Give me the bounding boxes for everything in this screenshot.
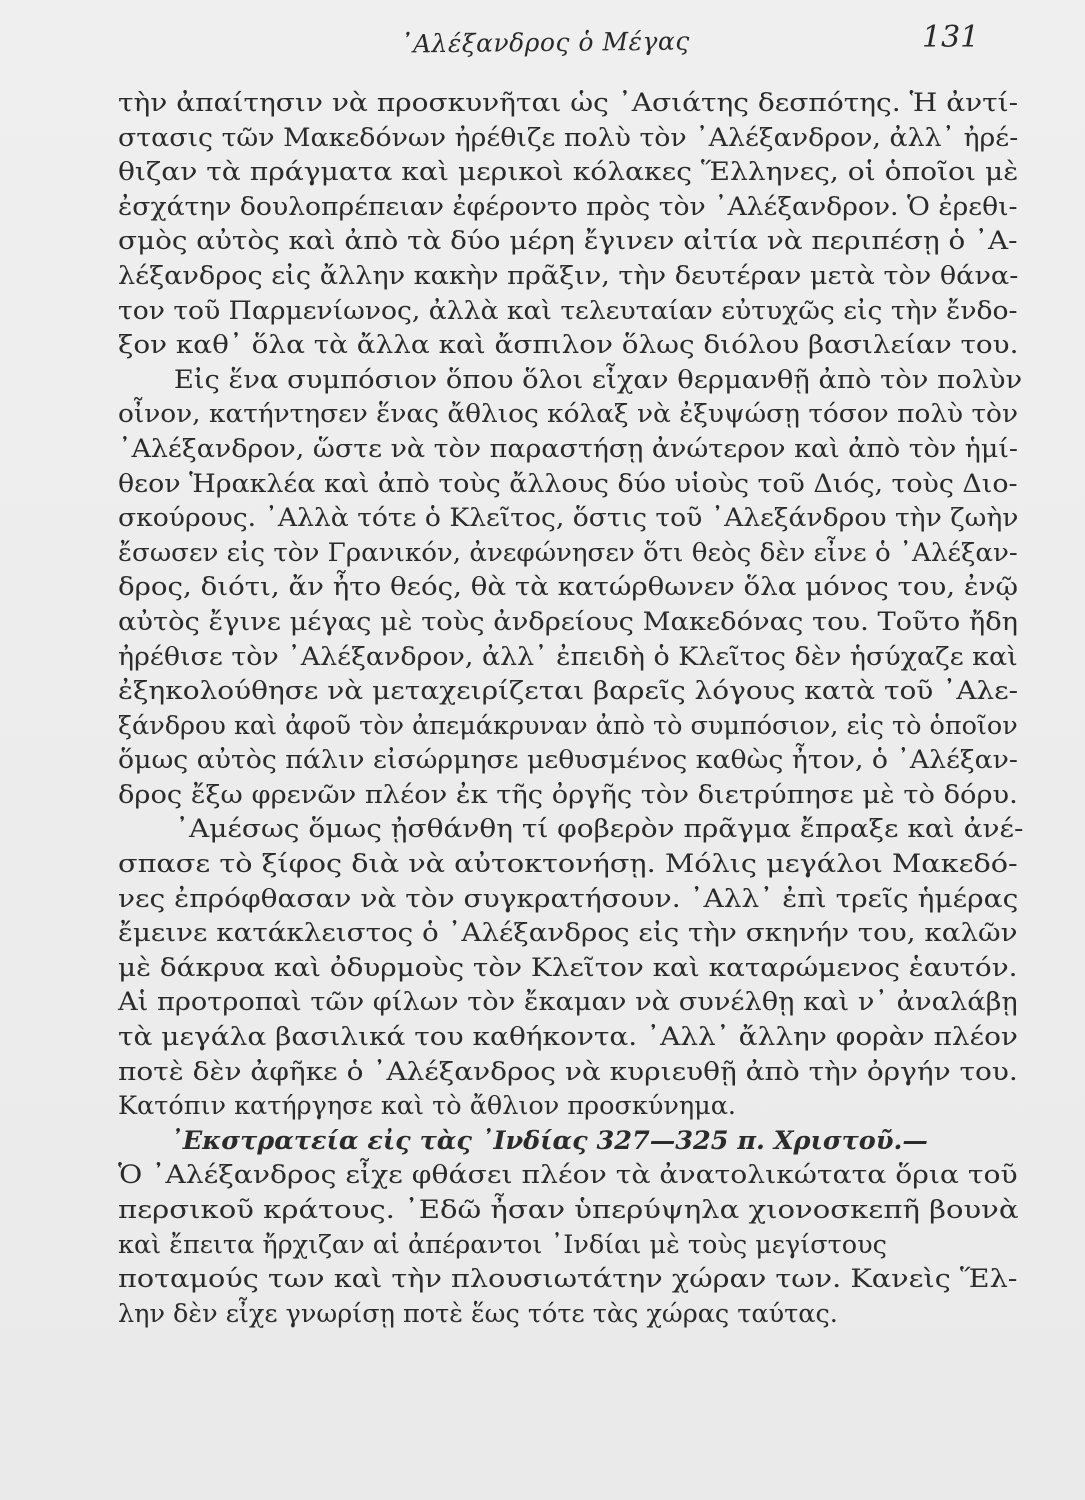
- text-line: δρος, διότι, ἄν ἦτο θεός, θὰ τὰ κατώρθωνεν ὅλα μόνος του, ἐνῷ: [118, 572, 1019, 603]
- text-line: δρος ἔξω φρενῶν πλέον ἐκ τῆς ὀργῆς τὸν διετρύπησε μὲ τὸ δόρυ.: [118, 779, 1018, 810]
- text-line: ἐσχάτην δουλοπρέπειαν ἐφέροντο πρὸς τὸν ᾿Αλέξανδρον. Ὁ ἐρεθι-: [118, 191, 1018, 222]
- text-line: ᾿Αλέξανδρον, ὥστε νὰ τὸν παραστήσῃ ἀνώτερον καὶ ἀπὸ τὸν ἡμί-: [118, 433, 1019, 464]
- text-line: καὶ ἔπειτα ἤρχιζαν αἱ ἀπέραντοι ᾿Ινδίαι μὲ τοὺς μεγίστους: [118, 1229, 887, 1260]
- text-line: στασις τῶν Μακεδόνων ἠρέθιζε πολὺ τὸν ᾿Αλέξανδρον, ἀλλ᾿ ἠρέ-: [118, 122, 1019, 153]
- text-line: περσικοῦ κράτους. ᾿Εδῶ ἦσαν ὑπερύψηλα χιονοσκεπῆ βουνὰ: [118, 1195, 1019, 1225]
- text-line: τον τοῦ Παρμενίωνος, ἀλλὰ καὶ τελευταίαν εὐτυχῶς εἰς τὴν ἔνδο-: [118, 295, 1018, 326]
- text-line: νες ἐπρόφθασαν νὰ τὸν συγκρατήσουν. ᾿Αλλ᾿ ἐπὶ τρεῖς ἡμέρας: [118, 883, 1019, 914]
- text-line: σπασε τὸ ξίφος διὰ νὰ αὐτοκτονήσῃ. Μόλις μεγάλοι Μακεδό-: [118, 849, 1018, 880]
- text-line: ἠρέθισε τὸν ᾿Αλέξανδρον, ἀλλ᾿ ἐπειδὴ ὁ Κλεῖτος δὲν ἡσύχαζε καὶ: [118, 641, 1018, 672]
- text-line: ξάνδρου καὶ ἀφοῦ τὸν ἀπεμάκρυναν ἀπὸ τὸ συμπόσιον, εἰς τὸ ὁποῖον: [118, 710, 1018, 741]
- text-line: οἶνον, κατήντησεν ἕνας ἄθλιος κόλαξ νὰ ἐξυψώσῃ τόσον πολὺ τὸν: [118, 399, 1018, 430]
- text-line: ὅμως αὐτὸς πάλιν εἰσώρμησε μεθυσμένος καθὼς ἦτον, ὁ ᾿Αλέξαν-: [118, 745, 1018, 776]
- text-line: θεον Ἡρακλέα καὶ ἀπὸ τοὺς ἄλλους δύο υἱοὺς τοῦ Διός, τοὺς Διο-: [118, 468, 1018, 499]
- text-line: Ὁ ᾿Αλέξανδρος εἶχε φθάσει πλέον τὰ ἀνατολικώτατα ὅρια τοῦ: [118, 1160, 1018, 1191]
- text-line: μὲ δάκρυα καὶ ὀδυρμοὺς τὸν Κλεῖτον καὶ καταρώμενος ἑαυτόν.: [118, 952, 1018, 983]
- running-title: ᾿Αλέξανδρος ὁ Μέγας: [399, 26, 690, 59]
- text-line: Εἰς ἕνα συμπόσιον ὅπου ὅλοι εἶχαν θερμανθῇ ἀπὸ τὸν πολὺν: [173, 364, 1023, 395]
- text-line: λέξανδρος εἰς ἄλλην κακὴν πρᾶξιν, τὴν δευτέραν μετὰ τὸν θάνα-: [118, 260, 1019, 291]
- text-line: σμὸς αὐτὸς καὶ ἀπὸ τὰ δύο μέρη ἔγινεν αἰτία νὰ περιπέσῃ ὁ ᾿Α-: [118, 226, 1018, 257]
- text-line: Αἱ προτροπαὶ τῶν φίλων τὸν ἔκαμαν νὰ συνέλθῃ καὶ ν᾿ ἀναλάβῃ: [118, 987, 1018, 1018]
- text-line: ᾿Αμέσως ὅμως ᾐσθάνθη τί φοβερὸν πρᾶγμα ἔπραξε καὶ ἀνέ-: [175, 814, 1024, 845]
- section-heading: ᾿Εκστρατεία εἰς τὰς ᾿Ινδίας 327—325 π. Χριστοῦ.—: [170, 1125, 928, 1156]
- text-line: ξον καθ᾿ ὅλα τὰ ἄλλα καὶ ἄσπιλον ὅλως διόλου βασιλείαν του.: [118, 330, 1019, 361]
- text-line: τὰ μεγάλα βασιλικά του καθήκοντα. ᾿Αλλ᾿ ἄλλην φορὰν πλέον: [118, 1022, 1018, 1053]
- text-line: λην δὲν εἶχε γνωρίσῃ ποτὲ ἕως τότε τὰς χώρας ταύτας.: [118, 1298, 838, 1329]
- text-line: ἔμεινε κατάκλειστος ὁ ᾿Αλέξανδρος εἰς τὴν σκηνήν του, καλῶν: [118, 918, 1018, 949]
- text-line: θιζαν τὰ πράγματα καὶ μερικοὶ κόλακες Ἕλληνες, οἱ ὁποῖοι μὲ: [118, 157, 1019, 188]
- text-line: ἔσωσεν εἰς τὸν Γρανικόν, ἀνεφώνησεν ὅτι θεὸς δὲν εἶνε ὁ ᾿Αλέξαν-: [118, 537, 1018, 568]
- text-line: ποταμούς των καὶ τὴν πλουσιωτάτην χώραν των. Κανεὶς Ἕλ-: [118, 1264, 1018, 1295]
- text-line: ποτὲ δὲν ἀφῆκε ὁ ᾿Αλέξανδρος νὰ κυριευθῇ ἀπὸ τὴν ὀργήν του.: [118, 1056, 1018, 1087]
- text-line: αὐτὸς ἔγινε μέγας μὲ τοὺς ἀνδρείους Μακεδόνας του. Τοῦτο ἤδη: [118, 606, 1019, 637]
- text-line: τὴν ἀπαίτησιν νὰ προσκυνῆται ὡς ᾿Ασιάτης δεσπότης. Ἡ ἀντί-: [118, 88, 1019, 118]
- body-text: [118, 86, 1024, 1331]
- text-line: ἐξηκολούθησε νὰ μεταχειρίζεται βαρεῖς λόγους κατὰ τοῦ ᾿Αλε-: [118, 676, 1019, 707]
- page-number: 131: [922, 20, 980, 55]
- text-line: σκούρους. ᾿Αλλὰ τότε ὁ Κλεῖτος, ὅστις τοῦ ᾿Αλεξάνδρου τὴν ζωὴν: [118, 503, 1019, 534]
- text-line: Κατόπιν κατήργησε καὶ τὸ ἄθλιον προσκύνημα.: [118, 1091, 737, 1122]
